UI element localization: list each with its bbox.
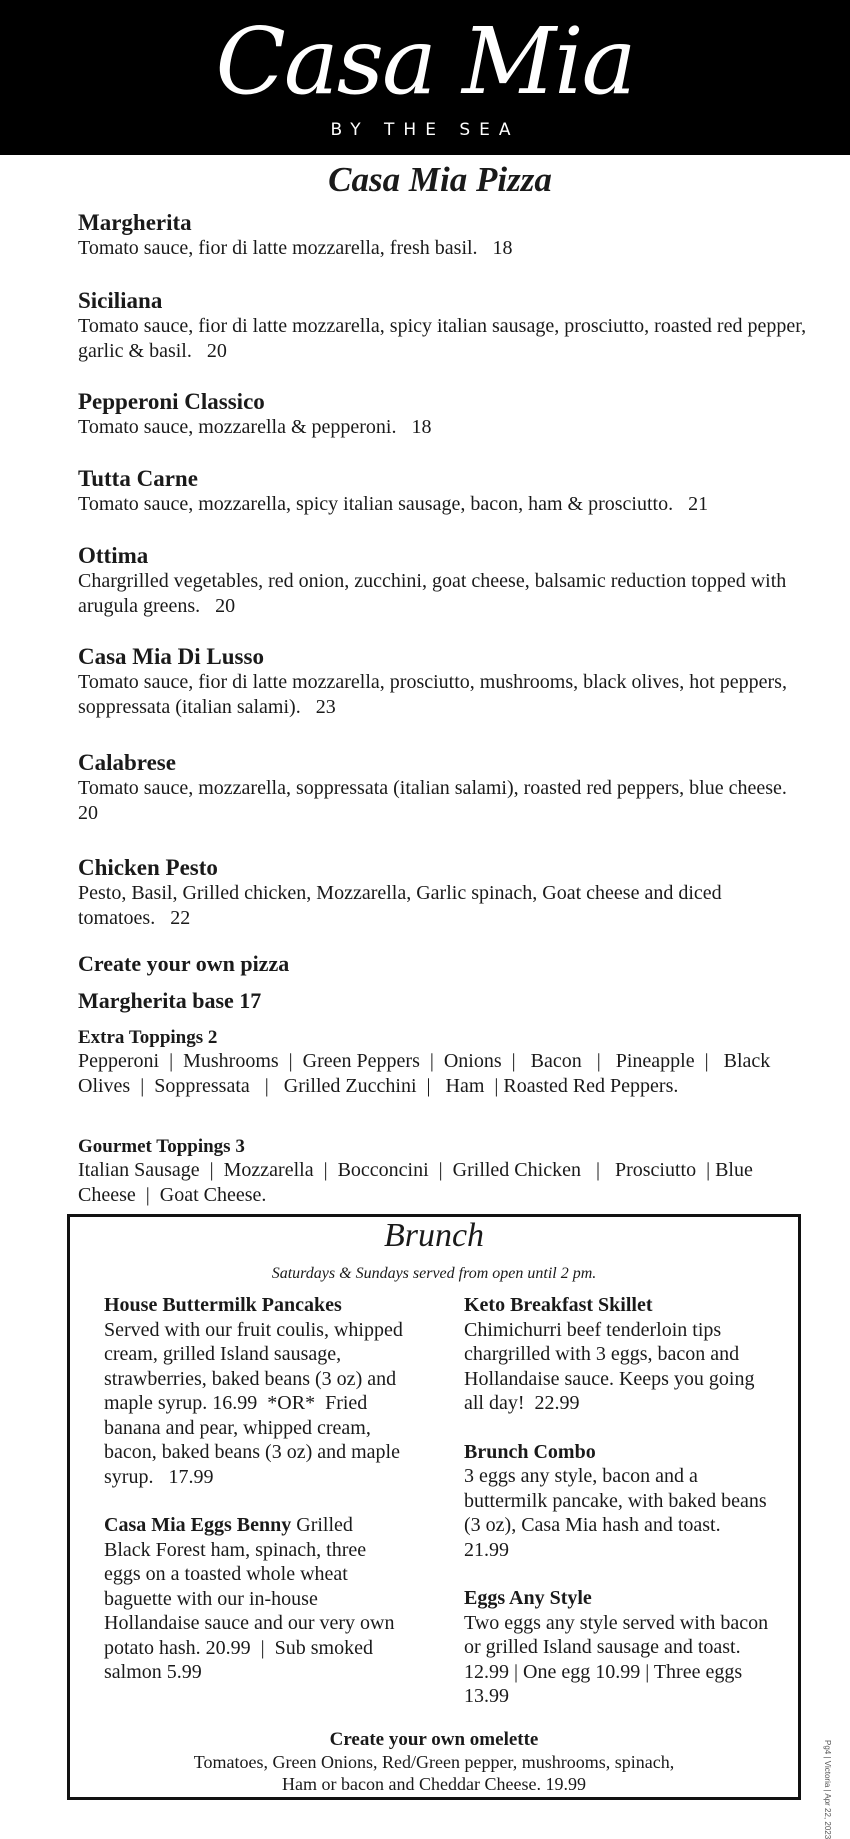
item-name: Margherita bbox=[78, 210, 192, 235]
item-name: Casa Mia Di Lusso bbox=[78, 644, 264, 669]
item-name: House Buttermilk Pancakes bbox=[104, 1294, 342, 1316]
item-description: Chargrilled vegetables, red onion, zucchini, goat cheese, balsamic reduction topped with arugula greens. 20 bbox=[78, 570, 787, 617]
brunch-item bbox=[104, 1293, 404, 1489]
item-description: Pesto, Basil, Grilled chicken, Mozzarella, Garlic spinach, Goat cheese and diced tomatoes. 22 bbox=[78, 882, 722, 929]
item-name: Keto Breakfast Skillet bbox=[464, 1294, 653, 1316]
item-name: Siciliana bbox=[78, 288, 163, 313]
item-name: Tutta Carne bbox=[78, 466, 198, 491]
item-description: Tomato sauce, fior di latte mozzarella, fresh basil. 18 bbox=[78, 237, 513, 259]
omelette-section bbox=[70, 1729, 798, 1795]
item-name: Brunch Combo bbox=[464, 1440, 596, 1463]
omelette-heading: Create your own omelette bbox=[329, 1729, 539, 1750]
logo-tagline: BY THE SEA bbox=[330, 120, 520, 140]
menu-item bbox=[78, 466, 813, 517]
menu-item bbox=[78, 210, 813, 261]
brunch-right-column bbox=[464, 1293, 769, 1709]
brunch-item bbox=[464, 1293, 769, 1416]
menu-item bbox=[78, 389, 813, 440]
header-banner bbox=[0, 0, 850, 155]
menu-item bbox=[78, 543, 813, 619]
brunch-box bbox=[67, 1214, 801, 1800]
extra-toppings-list: Pepperoni | Mushrooms | Green Peppers | Onions | Bacon | Pineapple | Black Olives | Soppressata | Grilled Zucchini | Ham | Roasted Red Peppers. bbox=[78, 1050, 771, 1097]
item-description: Tomato sauce, mozzarella, spicy italian sausage, bacon, ham & prosciutto. 21 bbox=[78, 493, 709, 515]
gourmet-toppings-heading: Gourmet Toppings 3 bbox=[78, 1136, 245, 1157]
item-description: Grilled Black Forest ham, spinach, three eggs on a toasted whole wheat baguette with our in-house Hollandaise sauce and our very own potato hash. 20.99 | Sub smoked salmon 5.99 bbox=[104, 1514, 395, 1683]
item-description: Chimichurri beef tenderloin tips chargrilled with 3 eggs, bacon and Hollandaise sauce. Keeps you going all day! 22.99 bbox=[464, 1318, 755, 1414]
extra-toppings bbox=[78, 1026, 813, 1099]
brunch-item bbox=[464, 1586, 769, 1709]
item-description: Tomato sauce, fior di latte mozzarella, prosciutto, mushrooms, black olives, hot peppers, soppressata (italian salami). 23 bbox=[78, 671, 787, 718]
gourmet-toppings-list: Italian Sausage | Mozzarella | Bocconcini | Grilled Chicken | Prosciutto | Blue Cheese | Goat Cheese. bbox=[78, 1159, 753, 1206]
menu-item bbox=[78, 750, 813, 826]
brunch-left-column bbox=[104, 1293, 404, 1685]
brunch-item bbox=[104, 1513, 404, 1685]
margherita-base: Margherita base 17 bbox=[78, 988, 262, 1013]
item-name: Chicken Pesto bbox=[78, 855, 218, 880]
item-name: Eggs Any Style bbox=[464, 1587, 592, 1609]
item-description: Two eggs any style served with bacon or grilled Island sausage and toast. 12.99 | One egg 10.99 | Three eggs 13.99 bbox=[464, 1611, 769, 1707]
item-name: Calabrese bbox=[78, 750, 176, 775]
brunch-title: Brunch bbox=[383, 1217, 485, 1254]
item-name: Ottima bbox=[78, 543, 149, 568]
create-pizza-heading: Create your own pizza bbox=[78, 951, 290, 976]
menu-item bbox=[78, 855, 813, 931]
pizza-section-title: Casa Mia Pizza bbox=[328, 160, 552, 199]
item-description: Tomato sauce, mozzarella, soppressata (italian salami), roasted red peppers, blue cheese. 20 bbox=[78, 777, 797, 824]
item-description: Tomato sauce, mozzarella & pepperoni. 18 bbox=[78, 416, 432, 438]
extra-toppings-heading: Extra Toppings 2 bbox=[78, 1027, 218, 1048]
item-description: Tomato sauce, fior di latte mozzarella, spicy italian sausage, prosciutto, roasted red pepper, garlic & basil. 20 bbox=[78, 315, 807, 362]
page-footer-note: Pg4 | Victoria | Apr 22, 2023 bbox=[823, 1740, 832, 1839]
brunch-subtitle: Saturdays & Sundays served from open until 2 pm. bbox=[271, 1265, 597, 1282]
menu-item bbox=[78, 288, 813, 364]
item-description: Served with our fruit coulis, whipped cream, grilled Island sausage, strawberries, baked beans (3 oz) and maple syrup. 16.99 *OR* Fried banana and pear, whipped cream, bacon, baked beans (3 oz) and maple syrup. 17.99 bbox=[104, 1318, 403, 1488]
brunch-item bbox=[464, 1440, 769, 1563]
item-description: 3 eggs any style, bacon and a buttermilk pancake, with baked beans (3 oz), Casa Mia hash and toast. 21.99 bbox=[464, 1465, 767, 1561]
logo-script: Casa Mia bbox=[215, 8, 635, 115]
gourmet-toppings bbox=[78, 1135, 813, 1208]
menu-item bbox=[78, 644, 813, 720]
item-name: Pepperoni Classico bbox=[78, 389, 265, 414]
item-name: Casa Mia Eggs Benny bbox=[104, 1514, 292, 1536]
omelette-description: Tomatoes, Green Onions, Red/Green pepper, mushrooms, spinach, Ham or bacon and Cheddar Cheese. 19.99 bbox=[193, 1752, 675, 1794]
